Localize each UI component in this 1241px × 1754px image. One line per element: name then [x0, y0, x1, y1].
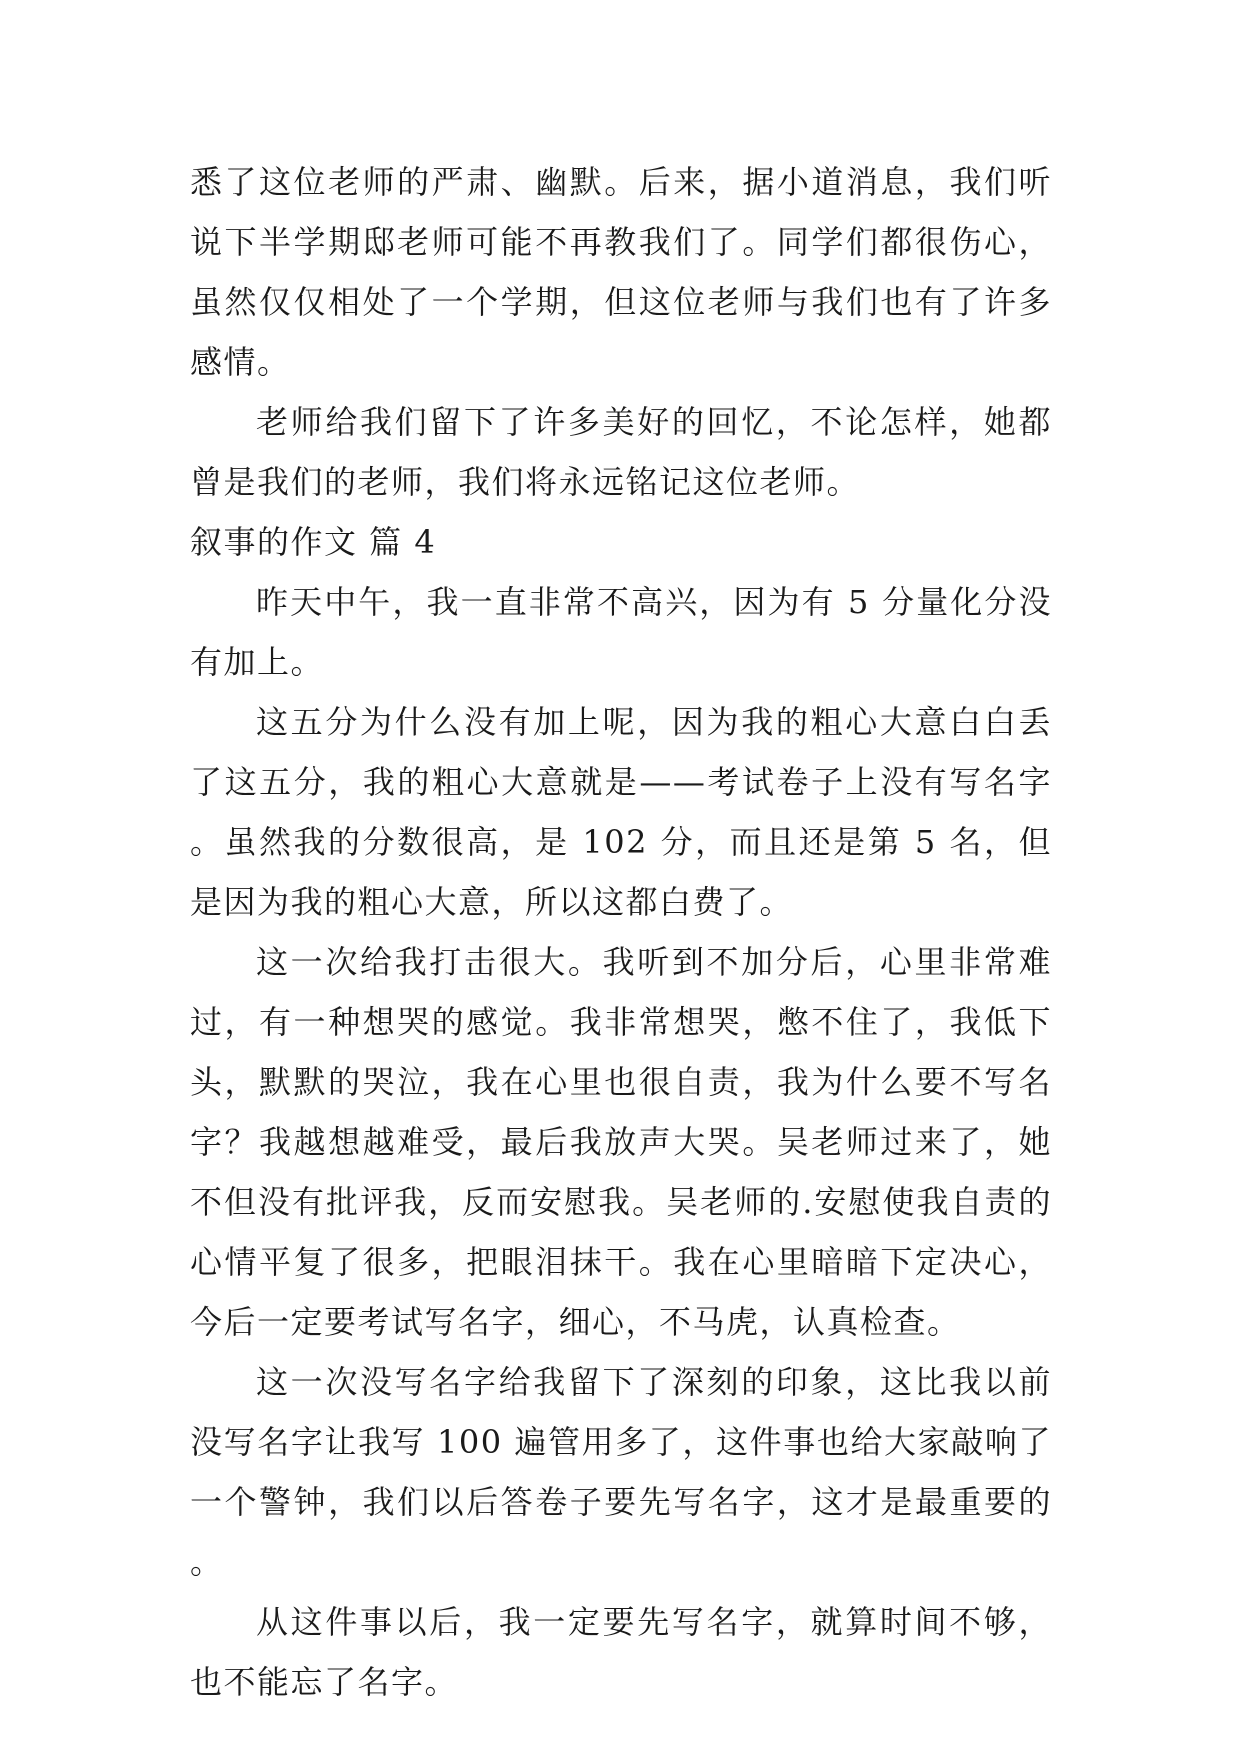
paragraph-noon: 昨天中午，我一直非常不高兴，因为有 5 分量化分没有加上。: [190, 583, 1052, 681]
document-body: [190, 152, 1052, 1712]
paragraph-lesson: 这一次没写名字给我留下了深刻的印象，这比我以前没写名字让我写 100 遍管用多了，这件事也给大家敲响了一个警钟，我们以后答卷子要先写名字，这才是最重要的。: [190, 1363, 1052, 1581]
paragraph-crying: 这一次给我打击很大。我听到不加分后，心里非常难过，有一种想哭的感觉。我非常想哭，憋不住了，我低下头，默默的哭泣，我在心里也很自责，我为什么要不写名字？我越想越难受，最后我放声大哭。吴老师过来了，她不但没有批评我，反而安慰我。吴老师的.安慰使我自责的心情平复了很多，把眼泪抹干。我在心里暗暗下定决心，今后一定要考试写名字，细心，不马虎，认真检查。: [190, 943, 1052, 1341]
paragraph-continuation: 悉了这位老师的严肃、幽默。后来，据小道消息，我们听说下半学期邸老师可能不再教我们了。同学们都很伤心，虽然仅仅相处了一个学期，但这位老师与我们也有了许多感情。: [190, 163, 1052, 381]
paragraph-memories: 老师给我们留下了许多美好的回忆，不论怎样，她都曾是我们的老师，我们将永远铭记这位老师。: [190, 403, 1052, 501]
paragraph-resolution: 从这件事以后，我一定要先写名字，就算时间不够，也不能忘了名字。: [190, 1603, 1052, 1701]
essay-heading: 叙事的作文 篇 4: [190, 523, 437, 561]
paragraph-five-points: 这五分为什么没有加上呢，因为我的粗心大意白白丢了这五分，我的粗心大意就是——考试卷子上没有写名字。虽然我的分数很高，是 102 分，而且还是第 5 名，但是因为我的粗心大意，所以这都白费了。: [190, 703, 1052, 921]
